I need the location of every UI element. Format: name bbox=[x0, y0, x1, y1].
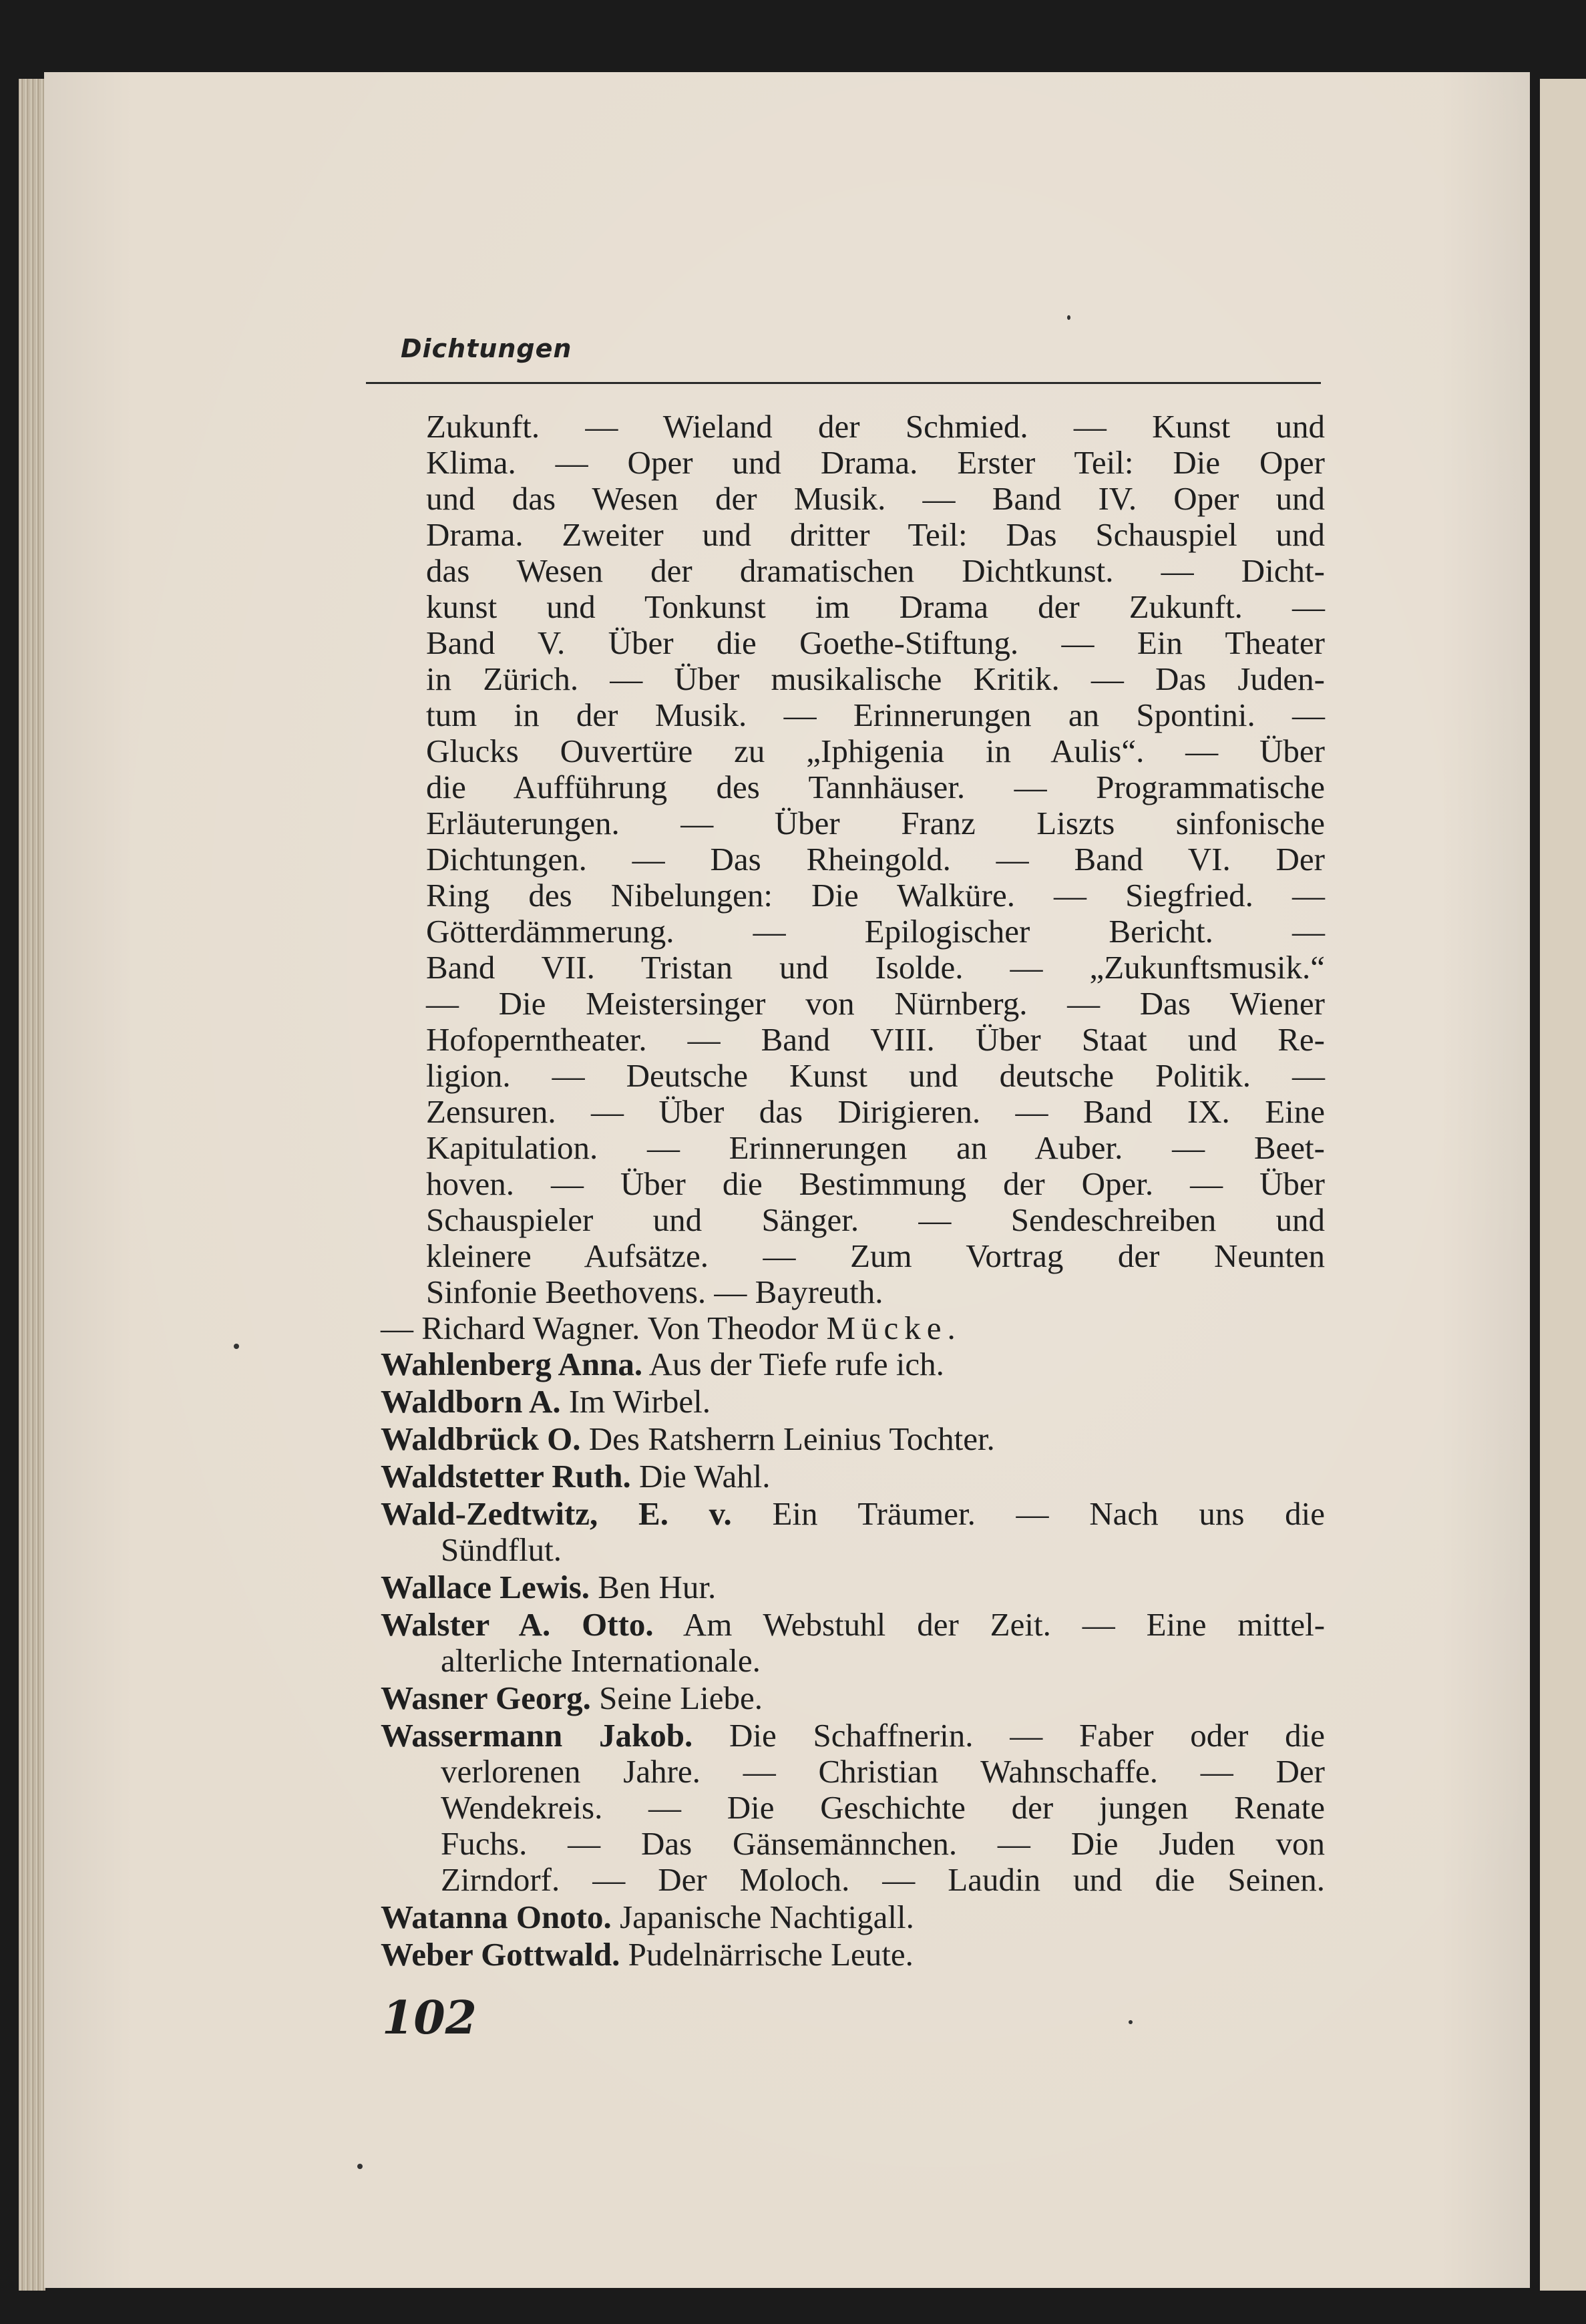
text-line: Dichtungen. — Das Rheingold. — Band VI. Der bbox=[426, 841, 1325, 878]
text-line: Kapitulation. — Erinnerungen an Auber. — Beet- bbox=[426, 1129, 1325, 1166]
entry-continuation: Zirndorf. — Der Moloch. — Laudin und die Seinen. bbox=[441, 1861, 1325, 1898]
entry-title: Pudelnärrische Leute. bbox=[628, 1936, 914, 1973]
text-line: und das Wesen der Musik. — Band IV. Oper und bbox=[426, 480, 1325, 517]
text-line: Götterdämmerung. — Epilogischer Bericht. — bbox=[426, 913, 1325, 950]
page-edge bbox=[19, 79, 45, 2291]
entry-author: Waldbrück O. bbox=[381, 1420, 581, 1457]
running-head: Dichtungen bbox=[401, 334, 572, 363]
entry-title: Die Wahl. bbox=[639, 1458, 771, 1495]
text-line: Band V. Über die Goethe-Stiftung. — Ein Theater bbox=[426, 624, 1325, 661]
list-item bbox=[381, 1384, 711, 1420]
list-item bbox=[381, 1459, 771, 1495]
text-line: Erläuterungen. — Über Franz Liszts sinfonische bbox=[426, 805, 1325, 841]
text-line: Zensuren. — Über das Dirigieren. — Band IX. Eine bbox=[426, 1093, 1325, 1130]
list-item bbox=[381, 1718, 1325, 1754]
entry-title: Ben Hur. bbox=[598, 1569, 717, 1605]
list-item bbox=[381, 1607, 1325, 1643]
text-line: die Aufführung des Tannhäuser. — Programmatische bbox=[426, 769, 1325, 805]
paper-speck bbox=[1067, 315, 1070, 320]
text-line: in Zürich. — Über musikalische Kritik. — Das Juden- bbox=[426, 660, 1325, 697]
header-rule bbox=[366, 382, 1321, 384]
text-line: Band VII. Tristan und Isolde. — „Zukunftsmusik.“ bbox=[426, 949, 1325, 986]
entry-author: Weber Gottwald. bbox=[381, 1936, 620, 1973]
list-item bbox=[381, 1346, 944, 1382]
wagner-entry-author: Mücke bbox=[826, 1310, 948, 1346]
text-line: Glucks Ouvertüre zu „Iphigenia in Aulis“. — Über bbox=[426, 733, 1325, 769]
text-line: das Wesen der dramatischen Dichtkunst. — Dicht- bbox=[426, 552, 1325, 589]
list-item bbox=[381, 1937, 914, 1973]
paper-speck bbox=[357, 2164, 363, 2169]
text-line: Ring des Nibelungen: Die Walküre. — Siegfried. — bbox=[426, 877, 1325, 914]
entry-author: Wallace Lewis. bbox=[381, 1569, 590, 1605]
text-line: Zukunft. — Wieland der Schmied. — Kunst und bbox=[426, 408, 1325, 445]
wagner-entry bbox=[381, 1310, 956, 1346]
text-line: Schauspieler und Sänger. — Sendeschreiben und bbox=[426, 1201, 1325, 1238]
entry-continuation: Fuchs. — Das Gänsemännchen. — Die Juden von bbox=[441, 1825, 1325, 1862]
text-line: Klima. — Oper und Drama. Erster Teil: Die Oper bbox=[426, 444, 1325, 481]
text-line: — Die Meistersinger von Nürnberg. — Das Wiener bbox=[426, 985, 1325, 1022]
text-line: Hofoperntheater. — Band VIII. Über Staat und Re- bbox=[426, 1021, 1325, 1058]
entry-title: Ein Träumer. — Nach uns die bbox=[772, 1495, 1325, 1532]
entry-title: Im Wirbel. bbox=[568, 1383, 711, 1420]
text-line: Sinfonie Beethovens. — Bayreuth. bbox=[426, 1274, 883, 1310]
entry-author: Wasner Georg. bbox=[381, 1680, 591, 1716]
text-line: hoven. — Über die Bestimmung der Oper. — Über bbox=[426, 1165, 1325, 1202]
entry-author: Waldstetter Ruth. bbox=[381, 1458, 631, 1495]
list-item bbox=[381, 1680, 763, 1716]
facing-page-edge bbox=[1536, 79, 1586, 2291]
paper-speck bbox=[1129, 2020, 1133, 2024]
paper-speck bbox=[234, 1344, 239, 1349]
list-item bbox=[381, 1569, 716, 1605]
entry-title: Japanische Nachtigall. bbox=[620, 1899, 914, 1935]
entry-continuation: verlorenen Jahre. — Christian Wahnschaffe. — Der bbox=[441, 1753, 1325, 1790]
list-item bbox=[381, 1421, 995, 1457]
entry-author: Wald-Zedtwitz, E. v. bbox=[381, 1495, 732, 1532]
entry-title: Aus der Tiefe rufe ich. bbox=[648, 1346, 944, 1382]
wagner-entry-prefix: — Richard Wagner. Von Theodor bbox=[381, 1310, 827, 1346]
list-item bbox=[381, 1496, 1325, 1532]
entry-author: Wassermann Jakob. bbox=[381, 1717, 693, 1754]
entry-author: Walster A. Otto. bbox=[381, 1606, 654, 1643]
entry-title: Die Schaffnerin. — Faber oder die bbox=[729, 1717, 1325, 1754]
entry-continuation: Sündflut. bbox=[441, 1531, 562, 1568]
entry-title: Am Webstuhl der Zeit. — Eine mittel- bbox=[682, 1606, 1326, 1643]
entry-author: Watanna Onoto. bbox=[381, 1899, 612, 1935]
wagner-entry-suffix: . bbox=[947, 1310, 956, 1346]
text-line: ligion. — Deutsche Kunst und deutsche Politik. — bbox=[426, 1057, 1325, 1094]
entry-author: Waldborn A. bbox=[381, 1383, 561, 1420]
entry-title: Seine Liebe. bbox=[599, 1680, 763, 1716]
text-line: kleinere Aufsätze. — Zum Vortrag der Neunten bbox=[426, 1237, 1325, 1274]
entry-continuation: Wendekreis. — Die Geschichte der jungen Renate bbox=[441, 1789, 1325, 1826]
entry-continuation: alterliche Internationale. bbox=[441, 1642, 761, 1679]
text-line: Drama. Zweiter und dritter Teil: Das Schauspiel und bbox=[426, 516, 1325, 553]
entry-title: Des Ratsherrn Leinius Tochter. bbox=[588, 1420, 995, 1457]
page-number: 102 bbox=[382, 1991, 477, 2045]
text-line: kunst und Tonkunst im Drama der Zukunft. — bbox=[426, 588, 1325, 625]
list-item bbox=[381, 1899, 914, 1935]
text-line: tum in der Musik. — Erinnerungen an Spontini. — bbox=[426, 697, 1325, 733]
entry-author: Wahlenberg Anna. bbox=[381, 1346, 643, 1382]
